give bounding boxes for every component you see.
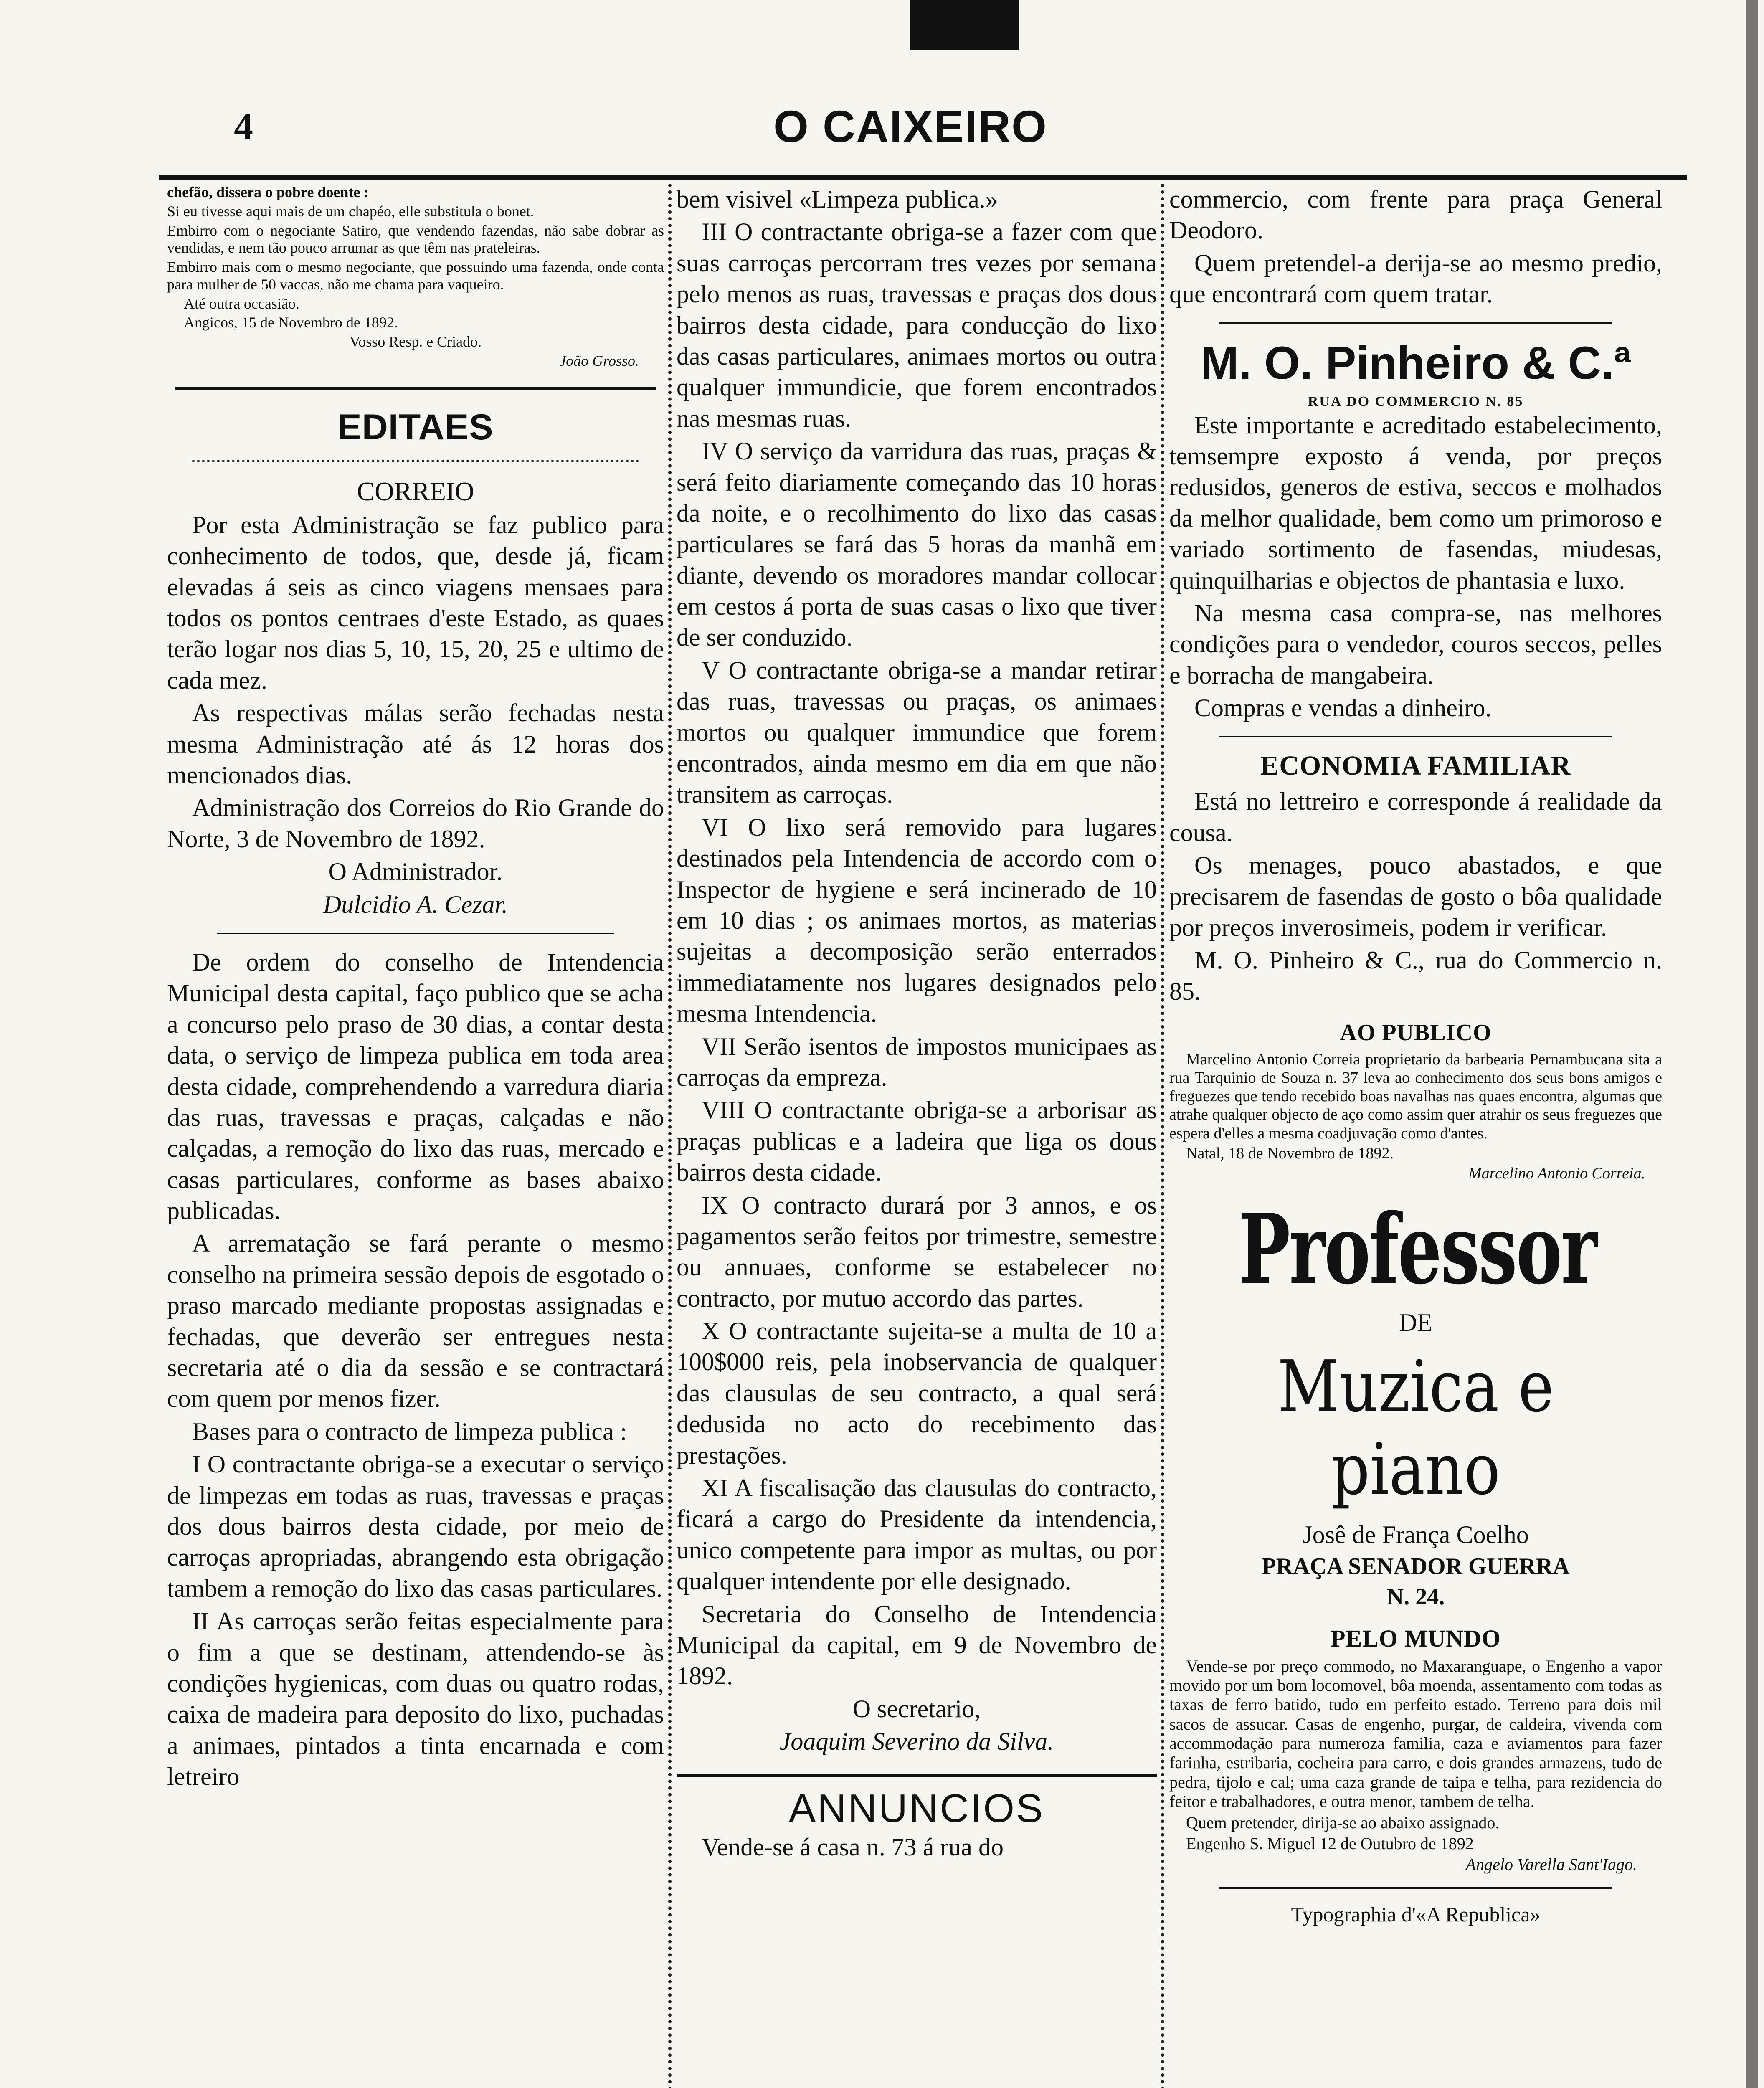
- secretary-role: O secretario,: [852, 1695, 981, 1723]
- firm-street: RUA DO COMMERCIO N. 85: [1308, 393, 1524, 409]
- contract-paragraph: Secretaria do Conselho de Intendencia Municipal da capital, em 9 de Novembro de 1892.: [677, 1600, 1157, 1690]
- intendencia-paragraph: De ordem do conselho de Intendencia Municipal desta capital, faço publico que se acha a concurso pelo praso de 30 dias, a contar desta data, o serviço de limpeza publica em toda area desta cidade, comprehendendo a varredura diaria das ruas, travessas e praças, calçadas e não calçadas, a remoção do lixo das ruas, mercado e casas particulares, conforme as bases abaixo publicadas.: [167, 948, 664, 1225]
- secretary-signature: Joaquim Severino da Silva.: [779, 1728, 1054, 1756]
- contract-paragraph: VI O lixo será removido para lugares destinados pela Intendencia de accordo com o Inspector de hygiene e será incinerado de 10 em 10 dias ; os animaes mortos, as materias sujeitas a decomposição serão enterrados immediatamente nos lugares designados pelo mesma Intendencia.: [677, 813, 1157, 1028]
- ink-blot-right: [1746, 0, 1758, 2088]
- economia-heading: ECONOMIA FAMILIAR: [1260, 750, 1571, 781]
- column-separator-2: [1161, 184, 1164, 2088]
- correio-heading: CORREIO: [357, 476, 474, 506]
- firm-name: M. O. Pinheiro & C.ª: [1200, 337, 1631, 389]
- contract-paragraph: bem visivel «Limpeza publica.»: [677, 185, 998, 213]
- firm-paragraph: Na mesma casa compra-se, nas melhores condições para o vendedor, couros seccos, pelles e borracha de mangabeira.: [1169, 599, 1662, 689]
- firm-paragraph: Compras e vendas a dinheiro.: [1194, 694, 1492, 722]
- column-1: [167, 184, 664, 2088]
- correio-paragraph: Por esta Administração se faz publico para conhecimento de todos, que, desde já, ficam elevadas á seis as cinco viagens mensaes para todos os pontos centraes d'este Estado, as quaes terão logar nos dias 5, 10, 15, 20, 25 e ultimo de cada mez.: [167, 511, 664, 694]
- contract-paragraph: VIII O contractante obriga-se a arborisar as praças publicas e a ladeira que liga os dous bairros desta cidade.: [677, 1096, 1157, 1186]
- page-number: 4: [234, 105, 253, 148]
- column-2: [677, 184, 1157, 2088]
- publico-signature: Marcelino Antonio Correia.: [1468, 1164, 1645, 1182]
- letter-line: Embirro com o negociante Satiro, que vendendo fazendas, não sabe dobrar as vendidas, e nem tão pouco arrumar as que têm nas prateleiras.: [167, 222, 664, 256]
- pelo-mundo-contact: Quem pretender, dirija-se ao abaixo assignado.: [1186, 1813, 1500, 1832]
- pelo-mundo-place: Engenho S. Miguel 12 de Outubro de 1892: [1186, 1834, 1474, 1853]
- correio-role: O Administrador.: [328, 858, 503, 886]
- column-3: [1169, 184, 1662, 2088]
- teacher-address-number: N. 24.: [1386, 1584, 1445, 1610]
- professor-heading: Professor: [1238, 1193, 1597, 1306]
- economia-paragraph: Está no lettreiro e corresponde á realidade da cousa.: [1169, 788, 1662, 846]
- economia-paragraph: Os menages, pouco abastados, e que precisarem de fasendas de gosto o bôa qualidade por preços inverosimeis, podem ir verificar.: [1169, 851, 1662, 942]
- section-rule: [217, 933, 614, 934]
- editaes-heading: EDITAES: [337, 407, 494, 447]
- section-rule: [175, 387, 656, 390]
- correio-signature: Dulcidio A. Cezar.: [323, 890, 508, 918]
- section-rule: [1219, 736, 1612, 737]
- muzica-heading: Muzica e piano: [1277, 1346, 1554, 1511]
- correio-paragraph: Administração dos Correios do Rio Grande do Norte, 3 de Novembro de 1892.: [167, 794, 664, 853]
- annuncios-heading: ANNUNCIOS: [677, 1774, 1157, 1832]
- publico-date: Natal, 18 de Novembro de 1892.: [1186, 1144, 1394, 1162]
- letter-line: Si eu tivesse aqui mais de um chapéo, elle substitula o bonet.: [167, 203, 534, 220]
- letter-line: chefão, dissera o pobre doente :: [167, 184, 369, 200]
- letter-date: Angicos, 15 de Novembro de 1892.: [184, 314, 398, 331]
- intendencia-paragraph: II As carroças serão feitas especialmente para o fim a que se destinam, attendendo-se às condições hygienicas, com duas ou quatro rodas, caixa de madeira para deposito do lixo, puchadas a animaes, pintados a tinta encarnada e com letreiro: [167, 1607, 664, 1791]
- section-rule: [1219, 1887, 1612, 1889]
- intendencia-paragraph: A arrematação se fará perante o mesmo conselho na primeira sessão depois de esgotado o praso marcado mediante propostas assignadas e fechadas, que deverão ser entregues nesta secretaria até o dia da sessão e se contractará com quem por menos fizer.: [167, 1229, 664, 1413]
- letter-signature: João Grosso.: [559, 352, 639, 369]
- teacher-name: Josê de França Coelho: [1303, 1521, 1529, 1549]
- contract-paragraph: III O contractante obriga-se a fazer com que suas carroças percorram tres vezes por semana pelo menos as ruas, travessas e praças dos dous bairros desta cidade, para conducção do lixo das casas particulares, animaes mortos ou outra qualquer immundicie, que forem encontrados nas mesmas ruas.: [677, 218, 1157, 432]
- economia-paragraph: M. O. Pinheiro & C., rua do Commercio n. 85.: [1169, 946, 1662, 1005]
- letter-line: Embirro mais com o mesmo negociante, que possuindo uma fazenda, onde conta para mulher de 50 vaccas, não me chama para vaqueiro.: [167, 258, 664, 293]
- contract-paragraph: V O contractante obriga-se a mandar retirar das ruas, travessas ou praças, os animaes mortos ou qualquer immundice que forem encontrados, ainda mesmo em dia em que não transitem as carroças.: [677, 656, 1157, 808]
- intendencia-paragraph: Bases para o contracto de limpeza publica :: [192, 1417, 627, 1445]
- annuncio-paragraph: Vende-se á casa n. 73 á rua do: [702, 1833, 1004, 1861]
- contract-paragraph: IX O contracto durará por 3 annos, e os pagamentos serão feitos por trimestre, semestre ou annuaes, conforme se estabelecer no contracto, por mutuo accordo das partes.: [677, 1191, 1157, 1312]
- teacher-address: PRAÇA SENADOR GUERRA: [1262, 1553, 1570, 1579]
- wave-rule: [192, 452, 639, 462]
- letter-closing: Vosso Resp. e Criado.: [349, 333, 482, 350]
- contract-paragraph: XI A fiscalisação das clausulas do contracto, ficará a cargo do Presidente da intendencia, unico competente para impor as multas, ou por qualquer intendente por elle designado.: [677, 1474, 1157, 1595]
- letter-line: Até outra occasião.: [184, 295, 299, 312]
- masthead: O CAIXEIRO: [773, 101, 1048, 152]
- publico-paragraph: Marcelino Antonio Correia proprietario da barbearia Pernambucana sita a rua Tarquinio de Souza n. 37 leva ao conhecimento dos seus bons amigos e freguezes que tendo recebido boas navalhas nas quaes encontra, algumas que atrahe qualquer objecto de aço como assim quer atrahir os seus freguezes que espera d'elles a mesma coadjuvação como d'antes.: [1169, 1051, 1662, 1142]
- contract-paragraph: X O contractante sujeita-se a multa de 10 a 100$000 reis, pela inobservancia de qualquer das clausulas de seu contracto, a qual será dedusida no acto do recebimento das prestações.: [677, 1317, 1157, 1469]
- section-rule: [1219, 322, 1612, 324]
- pelo-mundo-signature: Angelo Varella Sant'Iago.: [1465, 1855, 1637, 1874]
- pelo-mundo-paragraph: Vende-se por preço commodo, no Maxaranguape, o Engenho a vapor movido por um bom locomovel, bôa moenda, assentamento com todas as taxas de ferro batido, tudo em perfeito estado. Terreno para dois mil sacos de assucar. Casas de engenho, purgar, de caldeira, vivenda com accommodação para numeroza familia, caza e aviamentos para fazer farinha, estribaria, cocheira para carro, e dois grandes armazens, tudo de pedra, tijolo e cal; uma caza grande de taipa e telha, para rezidencia do feitor e trabalhadores, e outra menor, tambem de telha.: [1169, 1656, 1662, 1811]
- correio-paragraph: As respectivas málas serão fechadas nesta mesma Administração até ás 12 horas dos mencionados dias.: [167, 699, 664, 789]
- contract-paragraph: VII Serão isentos de impostos municipaes as carroças da empreza.: [677, 1032, 1157, 1091]
- pelo-mundo-heading: PELO MUNDO: [1331, 1624, 1501, 1652]
- column-separator-1: [668, 184, 672, 2088]
- professor-de: DE: [1399, 1309, 1432, 1337]
- intendencia-paragraph: I O contractante obriga-se a executar o serviço de limpezas em todas as ruas, travessas e praças dos dous bairros desta cidade, por meio de carroças apropriadas, abrangendo esta obrigação tambem a remoção do lixo das casas particulares.: [167, 1450, 664, 1602]
- top-rule: [159, 175, 1687, 180]
- typography-credit: Typographia d'«A Republica»: [1291, 1902, 1541, 1926]
- ad-paragraph: Quem pretendel-a derija-se ao mesmo predio, que encontrará com quem tratar.: [1169, 249, 1662, 308]
- ink-blot-top: [910, 0, 1019, 50]
- firm-paragraph: Este importante e acreditado estabelecimento, temsempre exposto á venda, por preços redusidos, generos de estiva, seccos e molhados da melhor qualidade, bem como um primoroso e variado sortimento de fasendas, miudesas, quinquilharias e objectos de phantasia e luxo.: [1169, 411, 1662, 594]
- publico-heading: AO PUBLICO: [1340, 1020, 1492, 1046]
- contract-paragraph: IV O serviço da varridura das ruas, praças & será feito diariamente começando das 10 horas da noite, e o recolhimento do lixo das casas particulares se fará das 5 horas da manhã em diante, devendo os moradores mandar collocar em cestos á porta de suas casas o lixo que tiver de ser conduzido.: [677, 437, 1157, 651]
- ad-paragraph: commercio, com frente para praça General Deodoro.: [1169, 185, 1662, 244]
